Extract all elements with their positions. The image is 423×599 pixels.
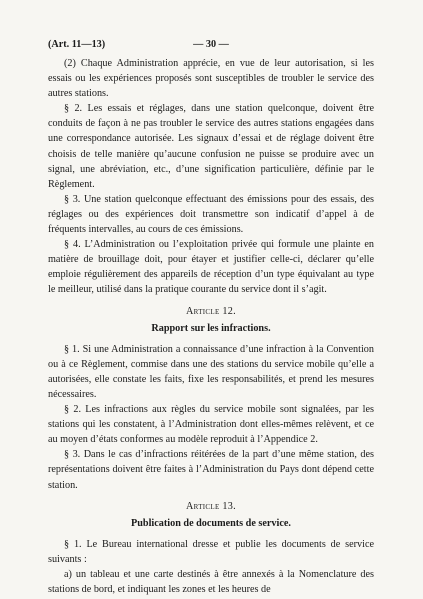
article-range: (Art. 11—13) — [48, 39, 106, 50]
paragraph: § 2. Les infractions aux règles du service mobile sont signalées, par les stations qui les constatent, à l’Administration dont elles-mêmes relèvent, et ce au moyen d’états conformes au modèle reproduit à l’Appendice 2. — [48, 404, 374, 446]
paragraph: (2) Chaque Administration appréciе, en vue de leur autorisation, si les essais ou les expériences proposés sont susceptibles de troubler le service des autres stations. — [48, 58, 374, 100]
article-13-label: Article 13. — [185, 500, 236, 512]
article-12-title: Rapport sur les infractions. — [151, 322, 271, 334]
paragraph: § 3. Dans le cas d’infractions réitérées de la part d’une même station, des représentations doivent être faites à l’Administration du Pays dont dépend cette station. — [48, 449, 374, 491]
page-number: — 30 — — [193, 39, 229, 50]
page-content — [48, 37, 374, 597]
article-13-title: Publication de documents de service. — [131, 517, 291, 529]
paragraph: § 1. Si une Administration a connaissance d’une infraction à la Convention ou à ce Règlement, commise dans une des stations du service mobile qu’elle a autorisées, elle constate les faits, fixe les responsabilités, et prend les mesures nécessaires. — [48, 343, 374, 400]
paragraph: § 4. L’Administration ou l’exploitation privée qui formule une plainte en matière de brouillage doit, pour étayer et justifier celle-ci, déclarer qu’elle emploie régulièrement des appareils de réception d’un type équivalant au type le meilleur, utilisé dans la pratique courante du service dont il s’agit. — [48, 239, 374, 296]
article-12-label: Article 12. — [185, 305, 236, 317]
paragraph: § 3. Une station quelconque effectuant des émissions pour des essais, des réglages ou des expériences doit transmettre son indicatif d’appel à de fréquents intervalles, au cours de ces émissions. — [48, 193, 374, 236]
paragraph: a) un tableau et une carte destinés à être annexés à la Nomenclature des stations de bord, et indiquant les zones et les heures de — [48, 569, 374, 596]
paragraph: § 2. Les essais et réglages, dans une station quelconque, doivent être conduits de façon à ne pas troubler le service des autres stations engagées dans une correspondance autorisée. Les signaux d’essai et de réglage doivent être choisis de telle manière qu’aucune confusion ne puisse se produire avec un signal, une abréviation, etc., d’une signification particulière, définie par le Règlement. — [48, 103, 374, 190]
paragraph: § 1. Le Bureau international dresse et publie les documents de service suivants : — [48, 538, 374, 565]
page-header — [48, 37, 374, 52]
